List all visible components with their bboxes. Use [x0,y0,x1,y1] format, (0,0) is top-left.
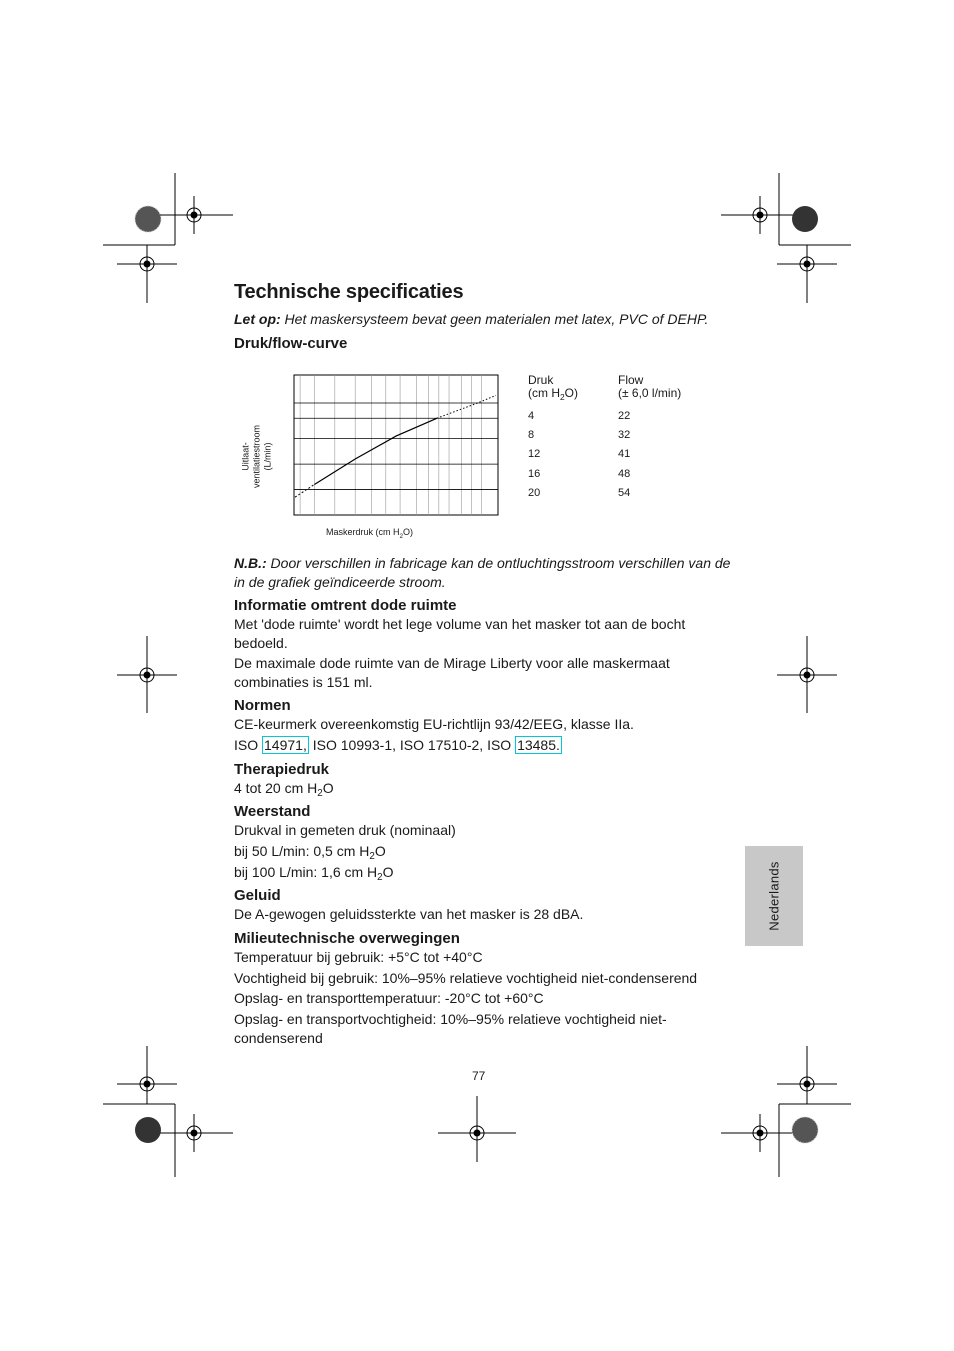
note [234,311,708,327]
chart-y-label-line2: (L/min) [262,442,273,471]
environment-heading: Milieutechnische overwegingen [234,930,460,947]
dead-space-p1: Met 'dode ruimte' wordt het lege volume van het masker tot aan de bocht bedoeld. [234,616,686,651]
therapy-value [234,779,734,798]
environment-line2: Vochtigheid bij gebruik: 10%–95% relatieve vochtigheid niet-condenserend [234,970,698,986]
col-druk-header-2-pre: (cm H [528,386,560,400]
note-label: Let op: [234,311,281,327]
col-flow-header-2: (± 6,0 l/min) [618,386,682,400]
pressure-flow-chart [286,368,506,520]
col-flow-header-1: Flow [618,373,644,387]
resistance-line2-pre: bij 50 L/min: 0,5 cm H [234,843,370,859]
x-label-pre: Maskerdruk (cm H [326,527,400,537]
resistance-line3-post: O [382,864,394,880]
environment-line1: Temperatuur bij gebruik: +5°C tot +40°C [234,949,483,965]
therapy-pre: 4 tot 20 cm H [234,780,318,796]
col-druk-header-2 [528,386,578,400]
iso-14971-link[interactable]: 14971, [264,737,307,753]
chart-y-axis-label [241,422,274,492]
resistance-line3-pre: bij 100 L/min: 1,6 cm H [234,864,378,880]
chart-series [295,395,496,497]
standards-line1: CE-keurmerk overeenkomstig EU-richtlijn 93/42/EEG, klasse IIa. [234,716,634,732]
table-cell-flow: 32 [618,429,631,441]
chart-series-line [314,418,436,484]
language-side-tab-label: Nederlands [766,861,782,931]
dead-space-p2: De maximale dode ruimte van de Mirage Liberty voor alle maskermaat combinaties is 151 ml. [234,655,670,690]
nb-label: N.B.: [234,555,267,571]
environment-line3: Opslag- en transporttemperatuur: -20°C tot +60°C [234,990,544,1006]
resistance-line2-sub: 2 [369,851,375,862]
col-druk-header-1: Druk [528,373,554,387]
table-cell-druk: 12 [528,448,541,460]
page-number: 77 [472,1069,486,1083]
table-cell-flow: 41 [618,448,631,460]
x-label-sub: 2 [399,533,404,540]
table-cell-druk: 20 [528,487,541,499]
resistance-line2 [234,842,734,861]
col-druk-header-2-post: O) [564,386,579,400]
iso-13485-link[interactable]: 13485. [517,737,560,753]
resistance-line3-sub: 2 [377,872,383,883]
table-cell-flow: 22 [618,410,631,422]
chart-extrapolation-end [437,395,496,418]
pressure-flow-table [528,373,728,503]
language-side-tab [745,846,803,946]
chart-horizontal-grid [294,403,498,490]
environment-line4: Opslag- en transportvochtigheid: 10%–95% relatieve vochtigheid niet-condenserend [234,1011,667,1046]
table-cell-druk: 4 [528,410,535,422]
chart-y-label-line1: Uitlaat-ventilatiestroom [240,424,262,489]
page-title: Technische specificaties [234,281,464,303]
chart-x-axis-label [326,527,414,540]
therapy-sub: 2 [317,788,323,799]
therapy-post: O [322,780,334,796]
col-druk-header-2-sub: 2 [560,392,565,402]
table-cell-flow: 48 [618,468,631,480]
standards-line2-pre: ISO [234,737,263,753]
chart-vertical-grid [300,375,482,515]
x-label-post: O) [403,527,414,537]
chart-plot-area [294,375,498,515]
chart-extrapolation-start [295,484,314,497]
note-text: Het maskersysteem bevat geen materialen met latex, PVC of DEHP. [280,311,709,327]
nb-note [234,554,734,592]
chart-heading: Druk/flow-curve [234,335,348,352]
standards-line2 [234,736,734,755]
table-cell-druk: 16 [528,468,541,480]
resistance-heading: Weerstand [234,803,311,820]
standards-heading: Normen [234,697,291,714]
resistance-line3 [234,863,734,882]
therapy-heading: Therapiedruk [234,761,330,778]
nb-text: Door verschillen in fabricage kan de ontluchtingsstroom verschillen van de in de grafiek geïndiceerde stroom. [234,555,731,590]
resistance-line2-post: O [374,843,386,859]
resistance-line1: Drukval in gemeten druk (nominaal) [234,822,456,838]
dead-space-heading: Informatie omtrent dode ruimte [234,597,457,614]
sound-heading: Geluid [234,887,281,904]
table-cell-flow: 54 [618,487,631,499]
table-cell-druk: 8 [528,429,535,441]
sound-text: De A-gewogen geluidssterkte van het masker is 28 dBA. [234,906,584,922]
standards-line2-mid: ISO 10993-1, ISO 17510-2, ISO [308,737,516,753]
